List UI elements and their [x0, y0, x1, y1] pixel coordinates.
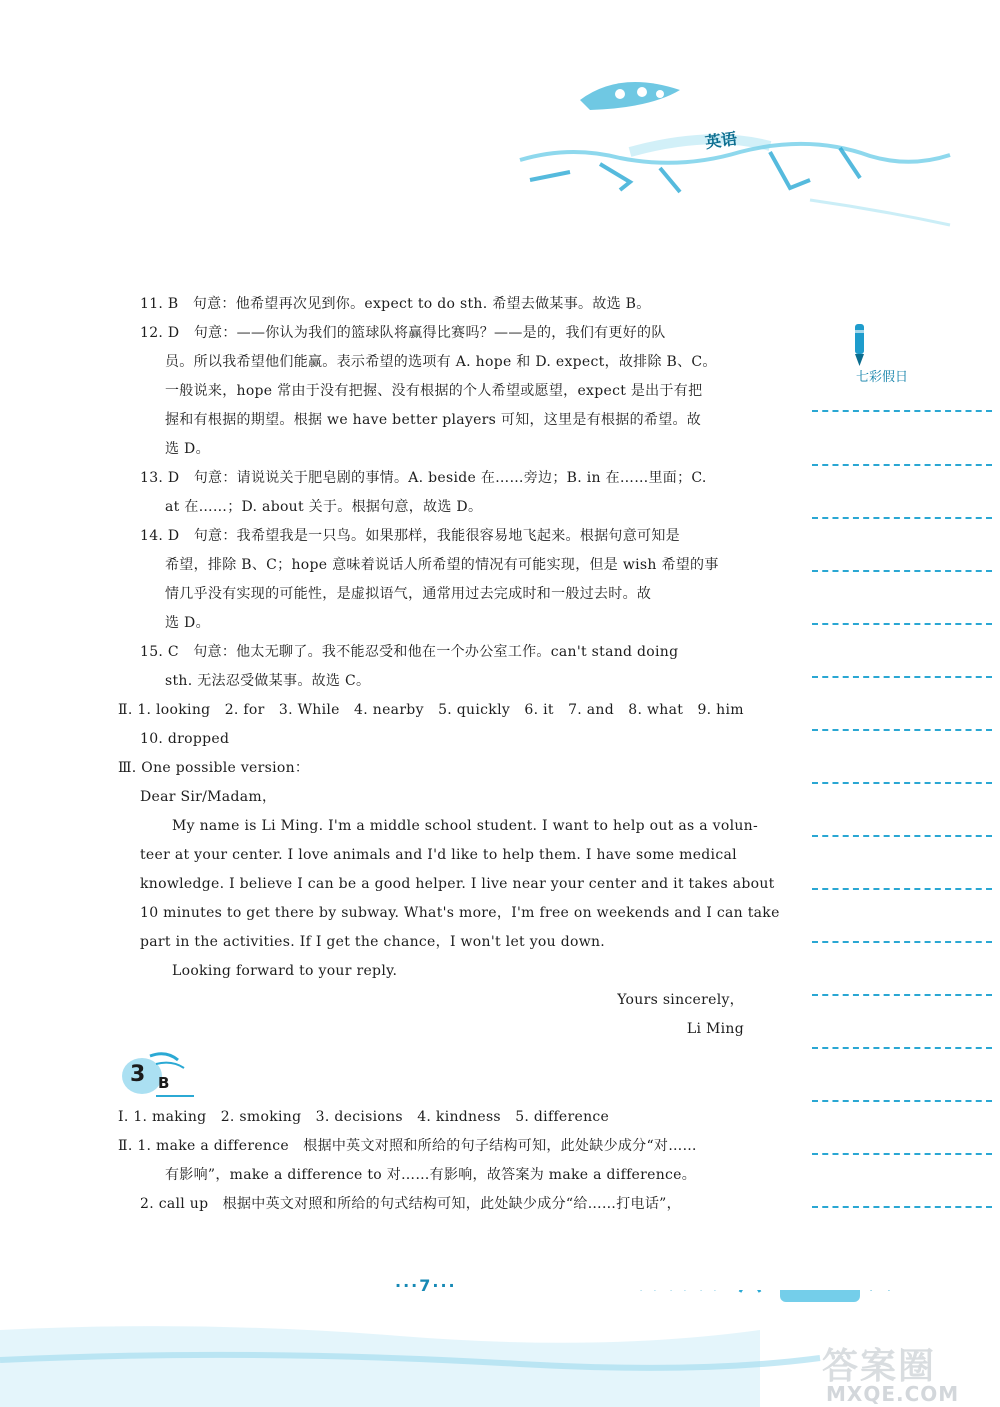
letter-body: 10 minutes to get there by subway. What's more，I'm free on weekends and I can take: [140, 905, 780, 921]
letter-signature: Li Ming: [686, 1021, 744, 1037]
watermark-logo: 答案圈: [822, 1346, 937, 1387]
answer-12-cont: 一般说来，hope 常由于没有把握、没有根据的个人希望或愿望，expect 是出于有把: [165, 383, 703, 399]
answer-14-cont: 情几乎没有实现的可能性，是虚拟语气，通常用过去完成时和一般过去时。故: [165, 586, 652, 602]
note-line: [812, 835, 992, 837]
answer-13-cont: at 在……；D. about 关于。根据句意，故选 D。: [165, 499, 483, 515]
answer-13: 13. D 句意：请说说关于肥皂剧的事情。A. beside 在……旁边；B. in 在……里面；C.: [140, 470, 707, 486]
answer-15-cont: sth. 无法忍受做某事。故选 C。: [165, 673, 371, 689]
answer-12-cont: 握和有根据的期望。根据 we have better players 可知，这里是有根据的希望。故: [165, 412, 702, 428]
note-line: [812, 1206, 992, 1208]
note-line: [812, 782, 992, 784]
note-line: [812, 729, 992, 731]
note-line: [812, 1100, 992, 1102]
section-b2-answer-1-cont: 有影响”，make a difference to 对……有影响，故答案为 make a difference。: [165, 1167, 697, 1183]
answer-11: 11. B 句意：他希望再次见到你。expect to do sth. 希望去做某事。故选 B。: [140, 296, 651, 312]
subject-label: 英语: [703, 128, 739, 153]
letter-closing: Looking forward to your reply.: [172, 963, 398, 979]
section-b1-answers: Ⅰ. 1. making 2. smoking 3. decisions 4. kindness 5. difference: [118, 1109, 610, 1125]
note-line: [812, 410, 992, 412]
section-letter: B: [158, 1074, 170, 1092]
answer-14-cont: 希望，排除 B、C；hope 意味着说话人所希望的情况有可能实现，但是 wish 希望的事: [165, 557, 719, 573]
note-line: [812, 464, 992, 466]
watermark-url: MXQE.COM: [826, 1382, 960, 1406]
letter-body: knowledge. I believe I can be a good helper. I live near your center and it takes about: [140, 876, 775, 892]
letter-salutation: Dear Sir/Madam，: [140, 789, 277, 805]
answer-12-cont: 选 D。: [165, 441, 210, 457]
letter-body: My name is Li Ming. I'm a middle school student. I want to help out as a volun-: [172, 818, 759, 834]
section-badge-icon: [116, 1050, 196, 1100]
answer-12-cont: 员。所以我希望他们能赢。表示希望的选项有 A. hope 和 D. expect，故排除 B、C。: [165, 354, 717, 370]
section-3-heading: Ⅲ. One possible version：: [118, 760, 310, 776]
note-line: [812, 1153, 992, 1155]
letter-signoff: Yours sincerely，: [617, 992, 744, 1008]
section-b2-answer-2: 2. call up 根据中英文对照和所给的句式结构可知，此处缺少成分“给……打电话”，: [140, 1196, 681, 1212]
brand-label: 七彩假日: [856, 370, 909, 385]
answer-12: 12. D 句意：——你认为我们的篮球队将赢得比赛吗？——是的，我们有更好的队: [140, 325, 666, 341]
header-decoration: [510, 60, 960, 240]
answer-14-cont: 选 D。: [165, 615, 210, 631]
answer-14: 14. D 句意：我希望我是一只鸟。如果那样，我能很容易地飞起来。根据句意可知是: [140, 528, 680, 544]
pen-icon: [848, 322, 872, 368]
note-line: [812, 994, 992, 996]
section-2-answers: Ⅱ. 1. looking 2. for 3. While 4. nearby 5. quickly 6. it 7. and 8. what 9. him: [118, 702, 744, 718]
note-line: [812, 1047, 992, 1049]
note-line: [812, 570, 992, 572]
letter-body: teer at your center. I love animals and I'd like to help them. I have some medical: [140, 847, 737, 863]
note-line: [812, 941, 992, 943]
answer-15: 15. C 句意：他太无聊了。我不能忍受和他在一个办公室工作。can't stand doing: [140, 644, 679, 660]
note-line: [812, 676, 992, 678]
note-line: [812, 623, 992, 625]
page-number: ···7···: [395, 1276, 457, 1295]
letter-body: part in the activities. If I get the chance，I won't let you down.: [140, 934, 606, 950]
section-2-answers-cont: 10. dropped: [140, 731, 230, 747]
note-line: [812, 517, 992, 519]
section-number: 3: [130, 1062, 146, 1087]
section-b2-answer-1: Ⅱ. 1. make a difference 根据中英文对照和所给的句子结构可知，此处缺少成分“对……: [118, 1138, 697, 1154]
note-line: [812, 888, 992, 890]
